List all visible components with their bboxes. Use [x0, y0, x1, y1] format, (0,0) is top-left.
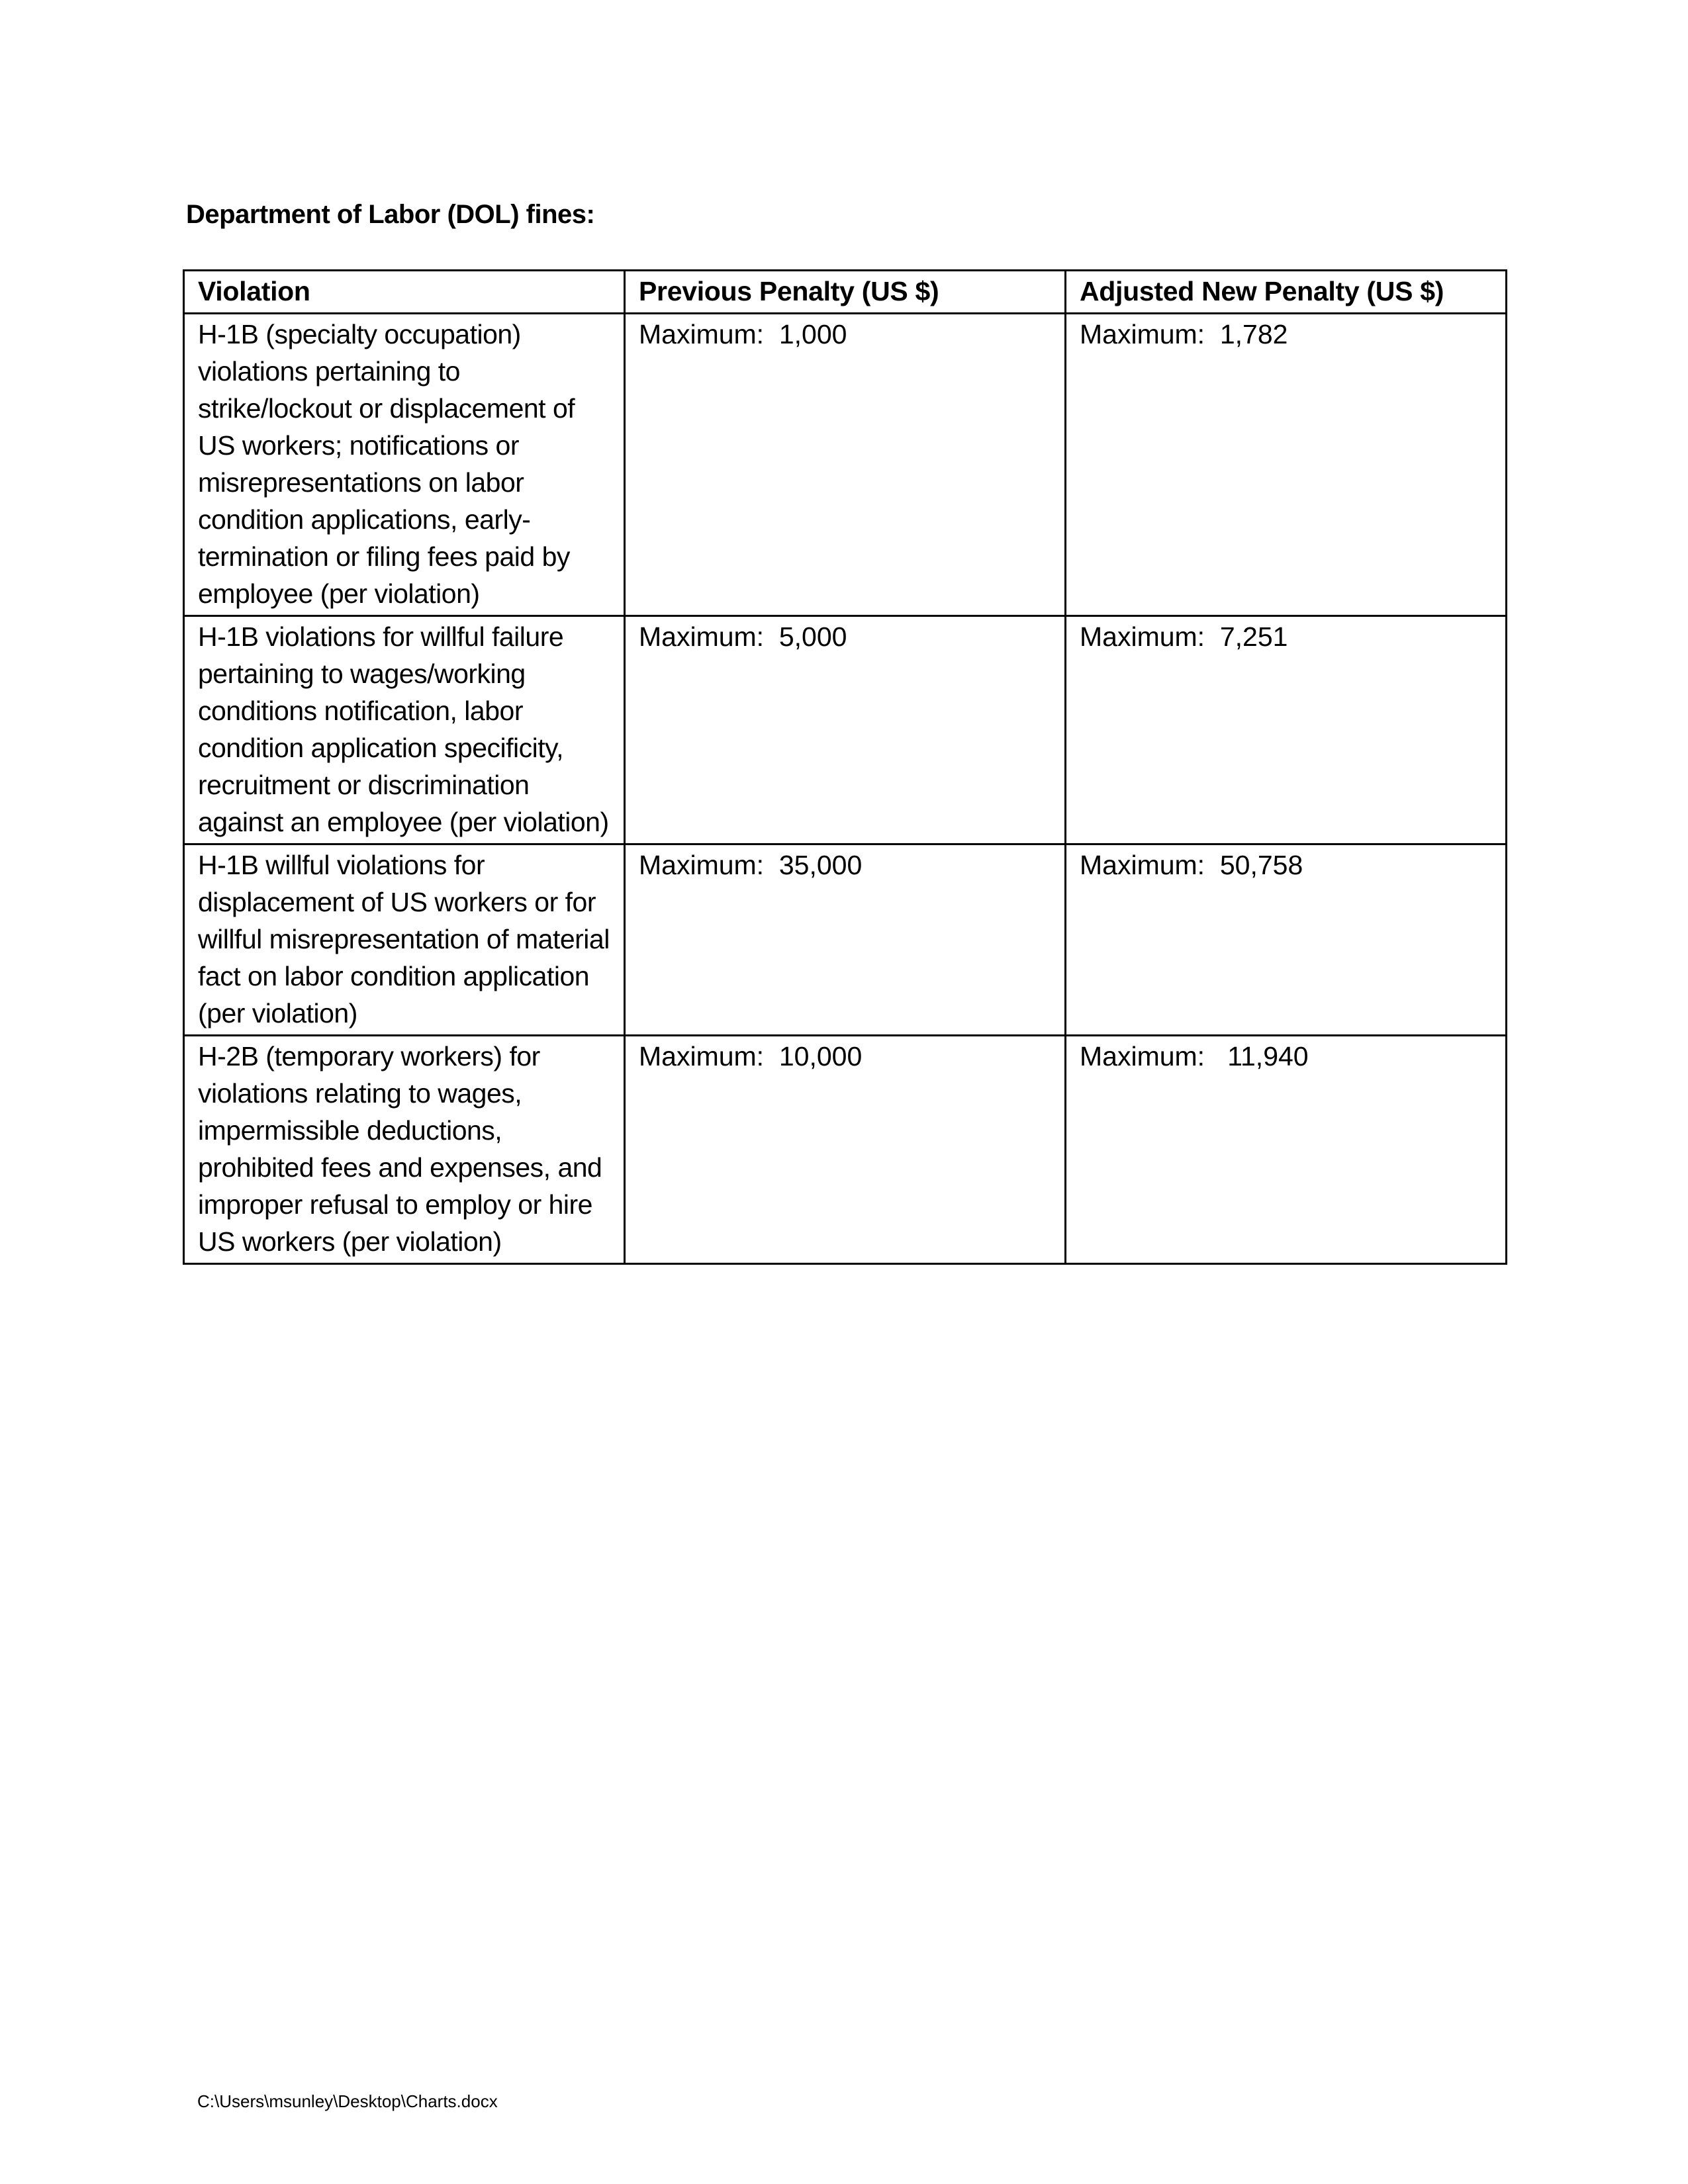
adjusted-penalty-cell: Maximum: 7,251: [1066, 616, 1507, 844]
column-header-previous-penalty: Previous Penalty (US $): [625, 271, 1066, 314]
violation-cell: H-1B violations for willful failure pertaining to wages/working conditions notification, labor condition application specificity, recruitment or discrimination against an employee (per violation): [184, 616, 625, 844]
table-row: [184, 616, 1507, 844]
previous-penalty-cell: Maximum: 1,000: [625, 314, 1066, 616]
table-row: [184, 1036, 1507, 1264]
previous-penalty-cell: Maximum: 10,000: [625, 1036, 1066, 1264]
violation-cell: H-1B willful violations for displacement of US workers or for willful misrepresentation of material fact on labor condition application (per violation): [184, 844, 625, 1036]
footer-file-path: C:\Users\msunley\Desktop\Charts.docx: [197, 2091, 498, 2111]
table-header-row: [184, 271, 1507, 314]
violation-cell: H-1B (specialty occupation) violations pertaining to strike/lockout or displacement of US workers; notifications or misrepresentations on labor condition applications, early-termination or filing fees paid by employee (per violation): [184, 314, 625, 616]
adjusted-penalty-cell: Maximum: 11,940: [1066, 1036, 1507, 1264]
adjusted-penalty-cell: Maximum: 50,758: [1066, 844, 1507, 1036]
table-row: [184, 314, 1507, 616]
violation-cell: H-2B (temporary workers) for violations relating to wages, impermissible deductions, prohibited fees and expenses, and improper refusal to employ or hire US workers (per violation): [184, 1036, 625, 1264]
previous-penalty-cell: Maximum: 35,000: [625, 844, 1066, 1036]
previous-penalty-cell: Maximum: 5,000: [625, 616, 1066, 844]
page-title: Department of Labor (DOL) fines:: [186, 200, 595, 229]
dol-fines-table: [183, 269, 1507, 1265]
table-row: [184, 844, 1507, 1036]
adjusted-penalty-cell: Maximum: 1,782: [1066, 314, 1507, 616]
column-header-adjusted-penalty: Adjusted New Penalty (US $): [1066, 271, 1507, 314]
column-header-violation: Violation: [184, 271, 625, 314]
